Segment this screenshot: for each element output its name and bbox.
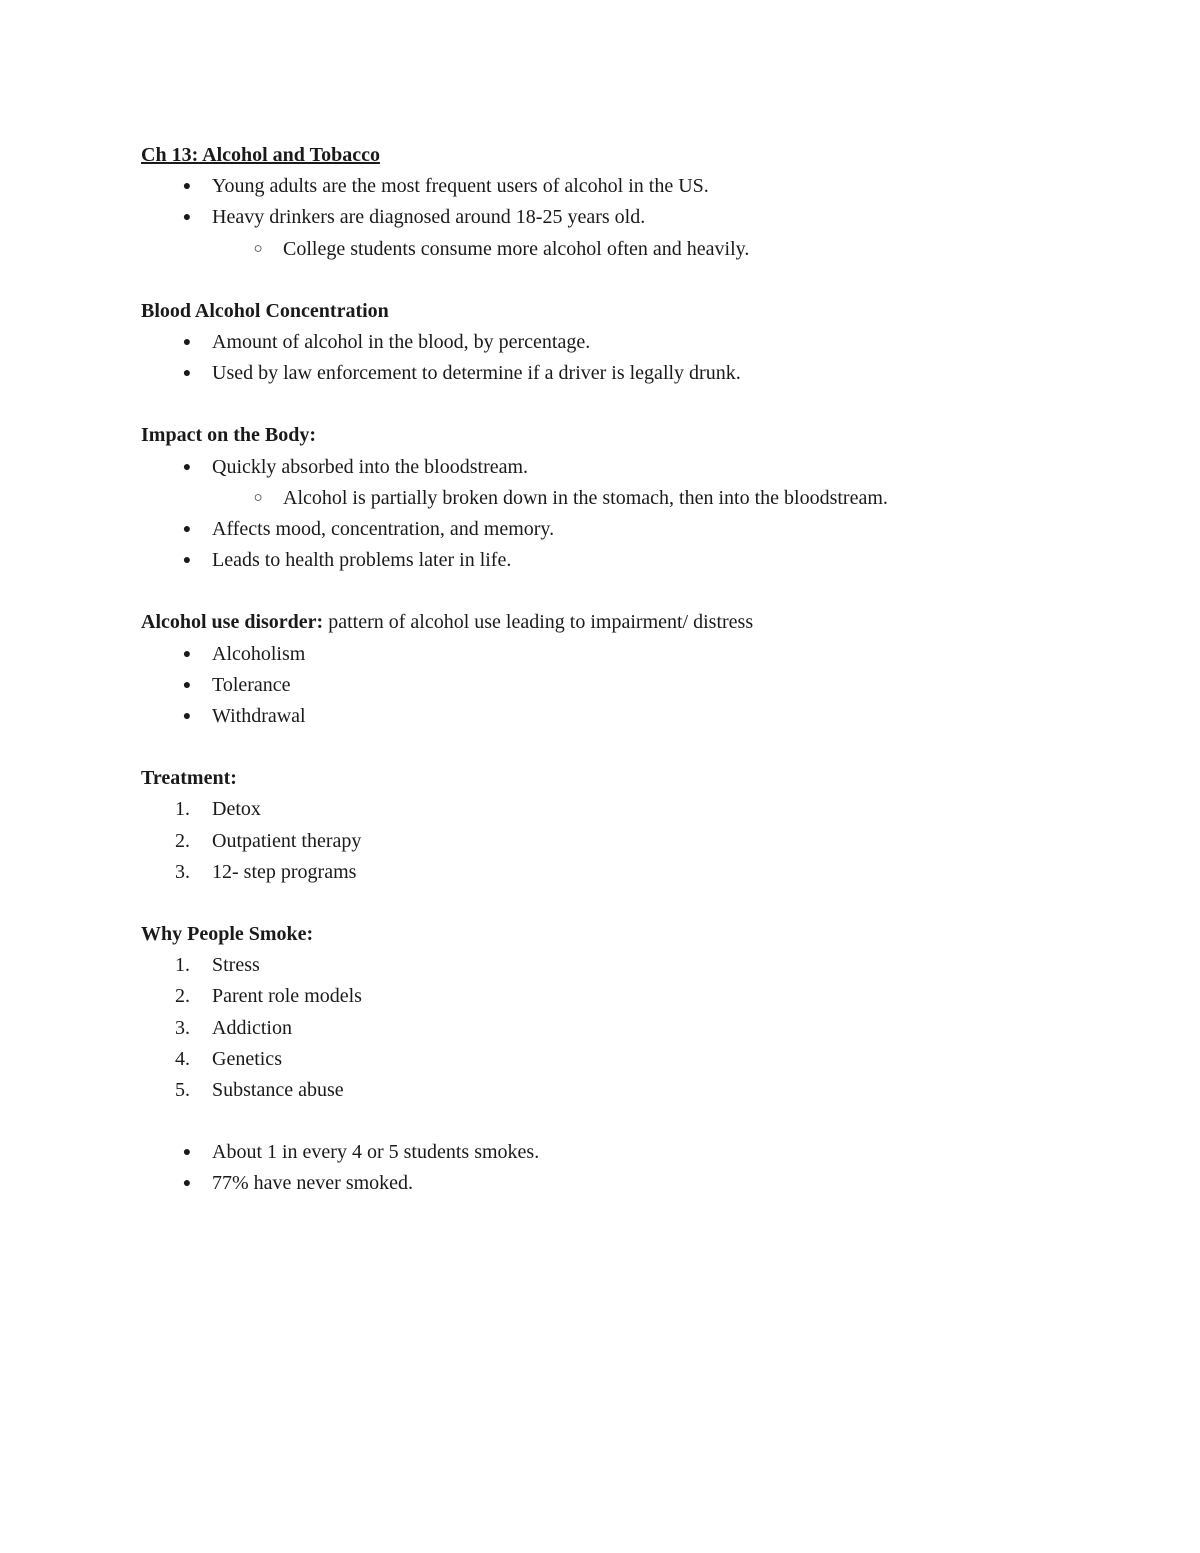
list-item: 2. Parent role models (141, 981, 1101, 1012)
document-page (141, 140, 1101, 1200)
list-item: 2. Outpatient therapy (141, 826, 1101, 857)
bullet-icon: ● (182, 522, 192, 538)
section-treatment (141, 763, 1101, 888)
list-item: ● 77% have never smoked. (141, 1168, 1101, 1199)
bullet-icon: ● (182, 459, 192, 475)
list-number: 4. (175, 1047, 190, 1070)
bullet-icon: ● (182, 335, 192, 351)
section-bac (141, 296, 1101, 390)
list-number: 5. (175, 1079, 190, 1102)
list-number: 3. (175, 1016, 190, 1039)
chapter-title: Ch 13: Alcohol and Tobacco (141, 144, 380, 166)
list-number: 1. (175, 798, 190, 821)
ch13-list (141, 171, 1101, 265)
bullet-icon: ● (182, 677, 192, 693)
bullet-icon: ● (182, 210, 192, 226)
bullet-icon: ● (182, 553, 192, 569)
list-item: 1. Stress (141, 950, 1101, 981)
list-item: 1. Detox (141, 794, 1101, 825)
bullet-icon: ● (182, 646, 192, 662)
smoke-list (141, 950, 1101, 1106)
impact-list (141, 452, 1101, 577)
bullet-icon: ● (182, 366, 192, 382)
list-item: ● Affects mood, concentration, and memory. (141, 514, 1101, 545)
definition-text: pattern of alcohol use leading to impairment/ distress (328, 611, 754, 634)
section-heading: Impact on the Body: (141, 424, 317, 447)
list-item: ● About 1 in every 4 or 5 students smokes. (141, 1137, 1101, 1168)
aud-list (141, 639, 1101, 733)
list-number: 1. (175, 954, 190, 977)
list-item: 5. Substance abuse (141, 1075, 1101, 1106)
bac-list (141, 327, 1101, 389)
list-number: 3. (175, 860, 190, 883)
treatment-list (141, 794, 1101, 888)
bullet-icon: ● (182, 1145, 192, 1161)
list-item: 3. Addiction (141, 1013, 1101, 1044)
list-number: 2. (175, 829, 190, 852)
section-stats (141, 1137, 1101, 1199)
section-heading: Blood Alcohol Concentration (141, 299, 389, 322)
stats-list (141, 1137, 1101, 1199)
section-heading: Why People Smoke: (141, 923, 314, 946)
list-item: ● Tolerance (141, 670, 1101, 701)
section-heading: Alcohol use disorder: pattern of alcohol use leading to impairment/ distress (141, 611, 754, 634)
bullet-icon: ● (182, 179, 192, 195)
section-aud (141, 607, 1101, 732)
list-subitem: ○ College students consume more alcohol often and heavily. (141, 234, 1101, 265)
section-smoke (141, 919, 1101, 1106)
list-item: 4. Genetics (141, 1044, 1101, 1075)
list-number: 2. (175, 985, 190, 1008)
list-item: ● Young adults are the most frequent users of alcohol in the US. (141, 171, 1101, 202)
list-item: ● Quickly absorbed into the bloodstream. (141, 452, 1101, 483)
section-heading: Treatment: (141, 767, 237, 790)
list-item: ● Withdrawal (141, 701, 1101, 732)
list-item: ● Amount of alcohol in the blood, by percentage. (141, 327, 1101, 358)
bullet-icon: ● (182, 1176, 192, 1192)
list-item: ● Heavy drinkers are diagnosed around 18-25 years old. (141, 202, 1101, 233)
section-ch13 (141, 140, 1101, 265)
section-impact (141, 420, 1101, 576)
list-subitem: ○ Alcohol is partially broken down in the stomach, then into the bloodstream. (141, 483, 1101, 514)
bullet-icon: ● (182, 709, 192, 725)
list-item: 3. 12- step programs (141, 857, 1101, 888)
circle-bullet-icon: ○ (253, 240, 263, 257)
list-item: ● Leads to health problems later in life. (141, 545, 1101, 576)
circle-bullet-icon: ○ (253, 489, 263, 506)
list-item: ● Used by law enforcement to determine if a driver is legally drunk. (141, 358, 1101, 389)
list-item: ● Alcoholism (141, 639, 1101, 670)
